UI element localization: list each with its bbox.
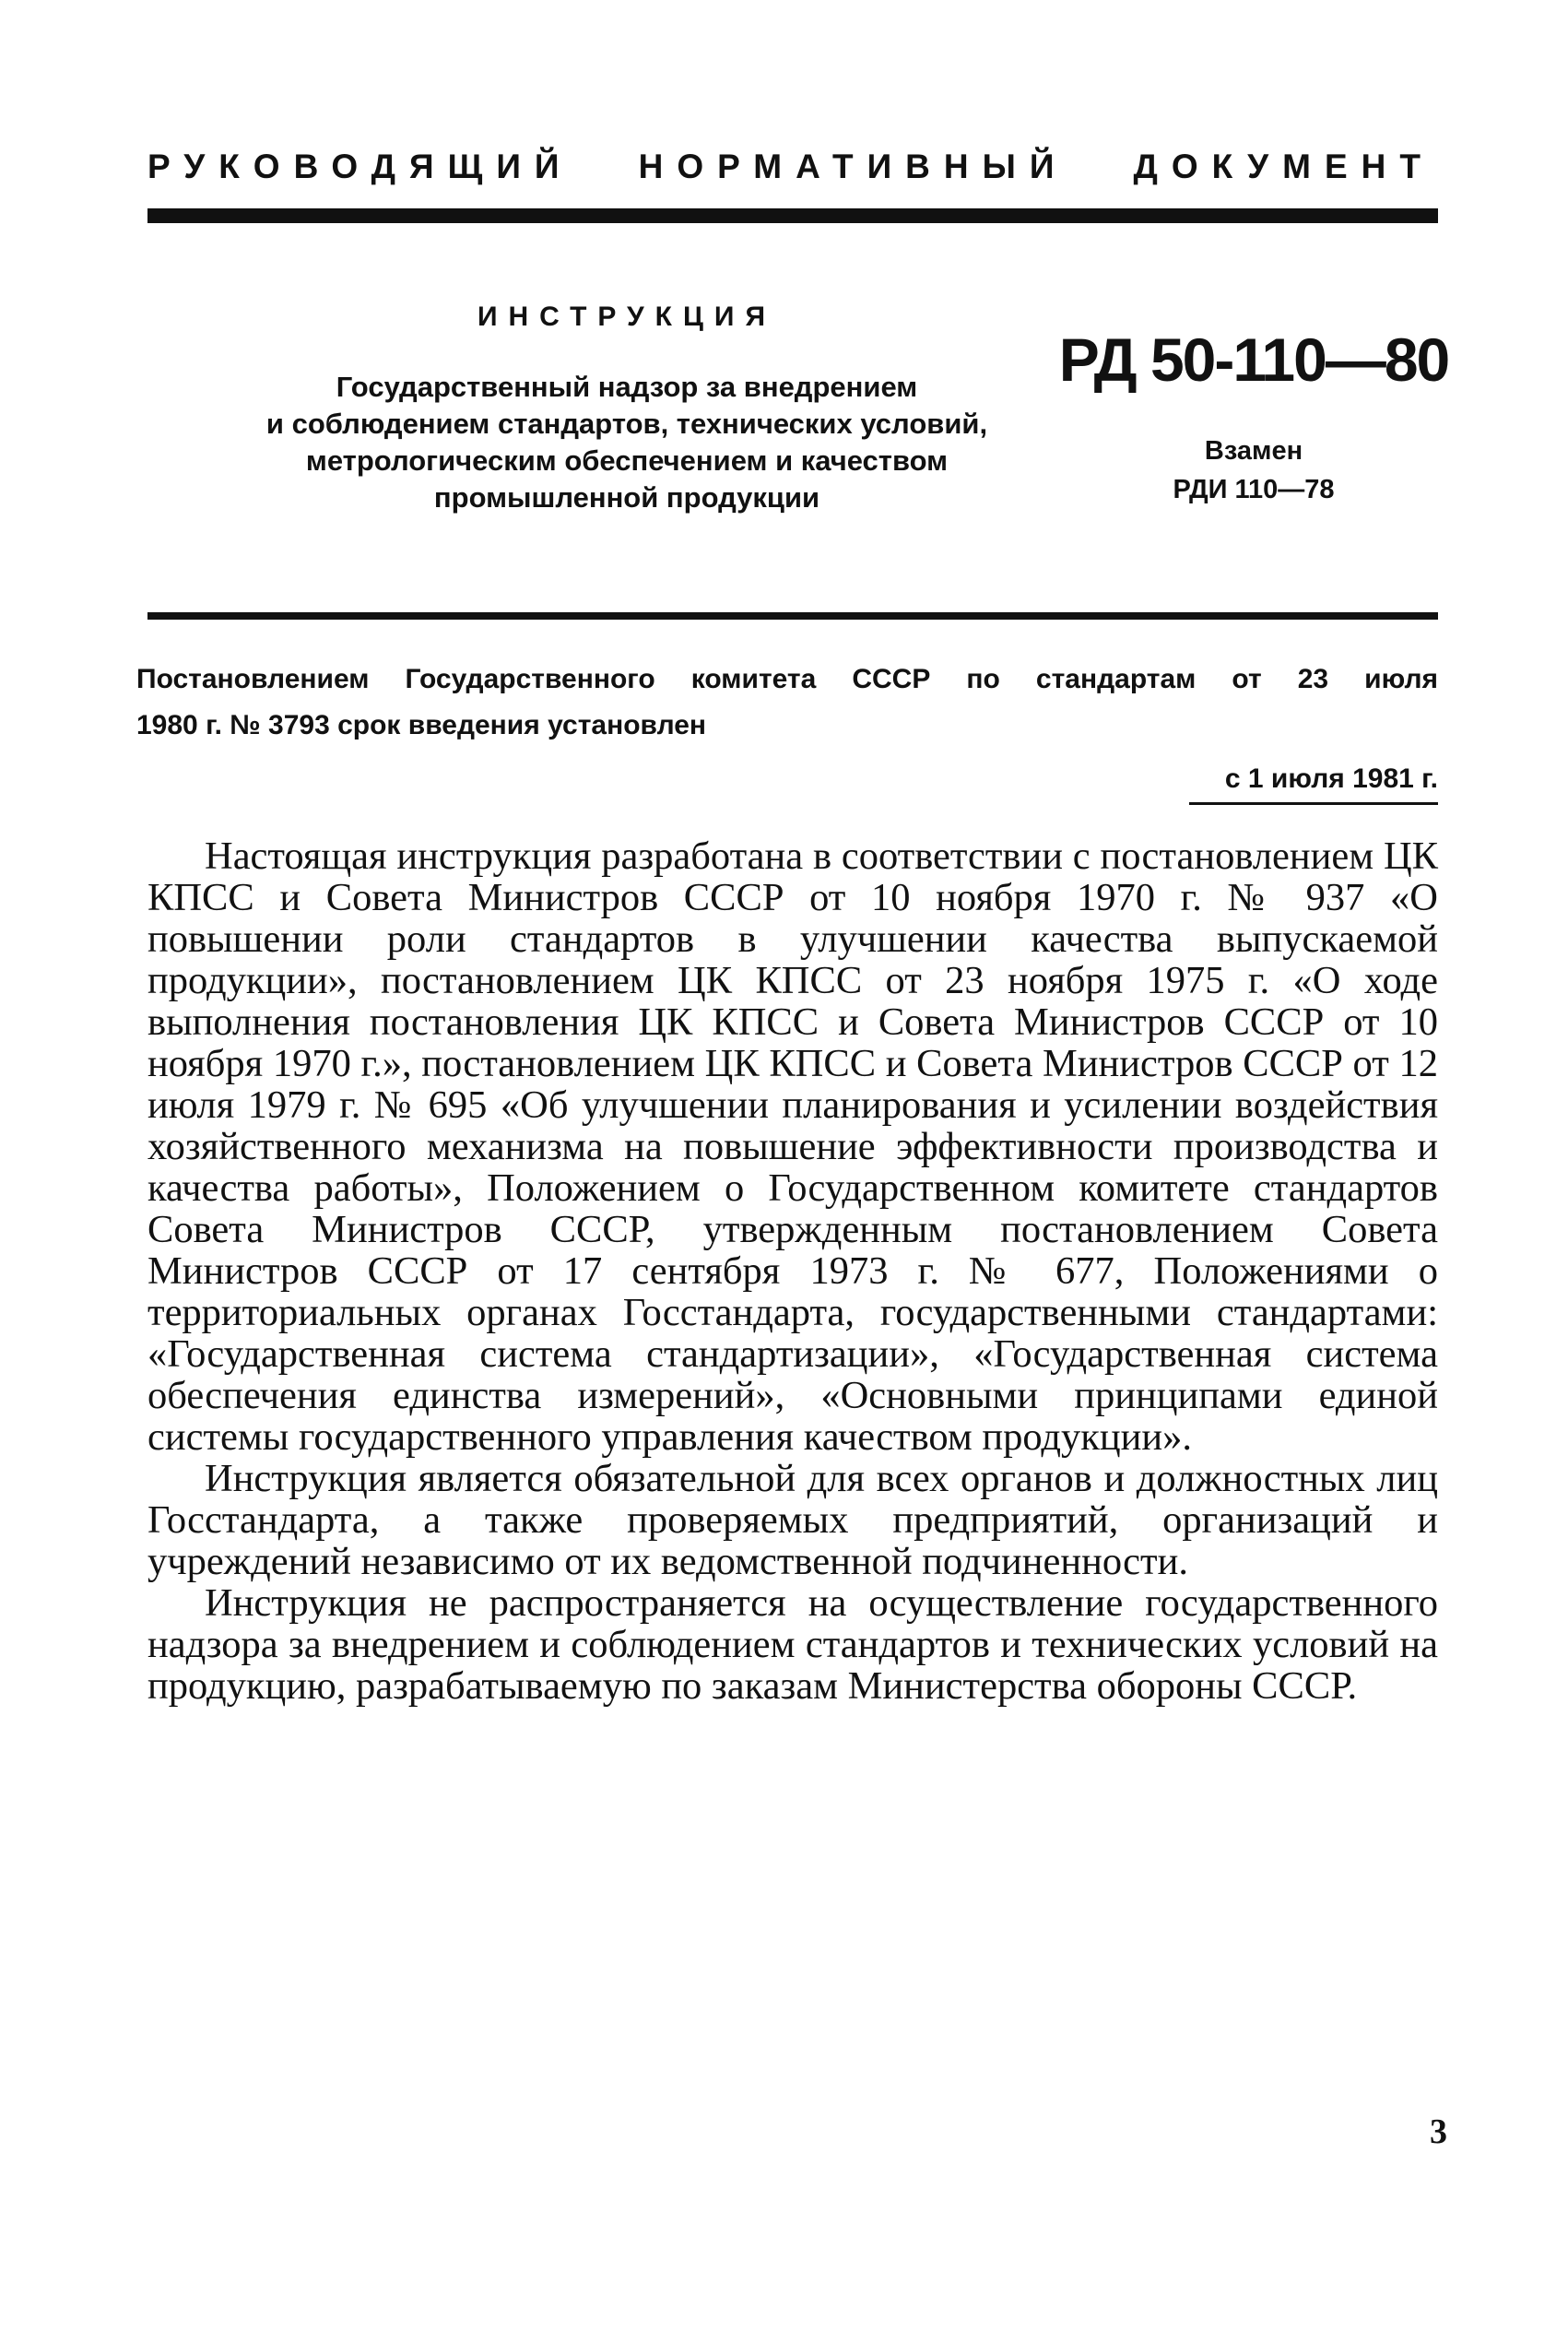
body-paragraph: Инструкция не распространяется на осуществление государственного надзора за внедрением и соблюдением стандартов и технических условий на продукцию, разрабатываемую по заказам Министерства обороны СССР. [147,1581,1438,1708]
instruction-subject [203,369,1051,516]
header-word-1: РУКОВОДЯЩИЙ [147,148,573,185]
header-rule [147,208,1438,223]
subject-line: Государственный надзор за внедрением [336,371,918,403]
document-type-header [147,148,1434,186]
replaces-label: Взамен [1204,436,1303,466]
title-rule [147,612,1438,620]
subject-line: промышленной продукции [433,481,820,514]
header-word-2: НОРМАТИВНЫЙ [638,148,1068,185]
replaces-block [1106,432,1401,509]
replaces-document: РДИ 110—78 [1173,475,1335,504]
header-word-3: ДОКУМЕНТ [1133,148,1434,185]
subject-line: и соблюдением стандартов, технических условий, [265,408,988,440]
body-paragraph: Настоящая инструкция разработана в соответствии с постановлением ЦК КПСС и Совета Министров СССР от 10 ноября 1970 г. № 937 «О повышении роли стандартов в улучшении качества выпускаемой продукции», постановлением ЦК КПСС от 23 ноября 1975 г. «О ходе выполнения постановления ЦК КПСС и Совета Министров СССР от 10 ноября 1970 г.», постановлением ЦК КПСС и Совета Министров СССР от 12 июля 1979 г. № 695 «Об улучшении планирования и усилении воздействия хозяйственного механизма на повышение эффективности производства и качества работы», Положением о Государственном комитете стандартов Совета Министров СССР, утвержденным постановлением Совета Министров СССР от 17 сентября 1973 г. № 677, Положениями о территориальных органах Госстандарта, государственными стандартами: «Государственная система стандартизации», «Государственная система обеспечения единства измерений», «Основными принципами единой системы государственного управления качеством продукции». [147,834,1438,1459]
page-number: 3 [1430,2112,1447,2151]
body-paragraph: Инструкция является обязательной для всех органов и должностных лиц Госстандарта, а также проверяемых предприятий, организаций и учреждений независимо от их ведомственной подчиненности. [147,1457,1438,1583]
decree-line-2: 1980 г. № 3793 срок введения установлен [136,710,707,740]
date-underline [1189,802,1438,805]
instruction-label: ИНСТРУКЦИЯ [477,302,777,332]
effective-date: с 1 июля 1981 г. [1224,763,1438,794]
body-text [147,835,1438,1707]
document-number: РД 50-110—80 [1058,325,1449,394]
decree-block [136,657,1438,802]
decree-line-1: Постановлением Государственного комитета СССР по стандартам от 23 июля [136,664,1438,694]
subject-line: метрологическим обеспечением и качеством [305,444,949,477]
